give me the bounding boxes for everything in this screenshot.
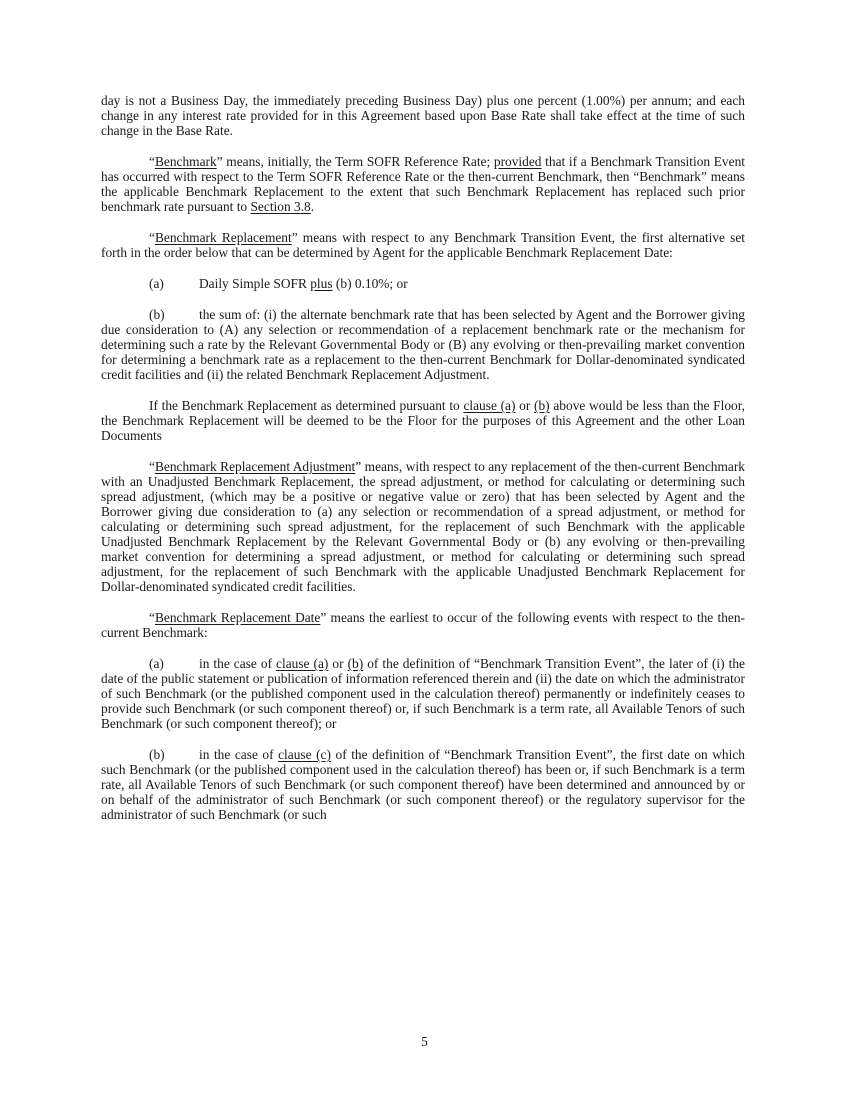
item-label: (b) [149, 747, 165, 762]
definition-benchmark-replacement: “Benchmark Replacement” means with respect to any Benchmark Transition Event, the first alternative set forth in the order below that can be determined by Agent for the applicable Benchmark Replacement Date: [101, 230, 745, 260]
clause-reference: clause (a) [463, 398, 516, 413]
defined-term: Benchmark Replacement Adjustment [154, 459, 356, 474]
list-item-a: (a) Daily Simple SOFR plus (b) 0.10%; or [149, 276, 408, 291]
defined-term: Benchmark Replacement [154, 230, 292, 245]
paragraph-floor: If the Benchmark Replacement as determined pursuant to clause (a) or (b) above would be less than the Floor, the Benchmark Replacement will be deemed to be the Floor for the purposes of this Agreement and the other Loan Documents [101, 398, 745, 443]
list-item-a: (a) in the case of clause (a) or (b) of the definition of “Benchmark Transition Event”, the later of (i) the date of the public statement or publication of information referenced therein and (ii) the date on which the administrator of such Benchmark (or the published component used in the calculation thereof) permanently or indefinitely ceases to provide such Benchmark (or such component thereof) or, if such Benchmark is a term rate, all Available Tenors of such Benchmark (or such component thereof); or [101, 656, 745, 731]
definition-benchmark-replacement-adjustment: “Benchmark Replacement Adjustment” means, with respect to any replacement of the then-current Benchmark with an Unadjusted Benchmark Replacement, the spread adjustment, or method for calculating or determining such spread adjustment, (which may be a positive or negative value or zero) that has been selected by Agent and the Borrower giving due consideration to (a) any selection or recommendation of a spread adjustment, or method for calculating or determining such spread adjustment, for the replacement of such Benchmark with the applicable Unadjusted Benchmark Replacement by the Relevant Governmental Body or (b) any evolving or then-prevailing market convention for determining a spread adjustment, or method for calculating or determining such spread adjustment, for the replacement of such Benchmark with the applicable Unadjusted Benchmark Replacement for Dollar-denominated syndicated credit facilities. [101, 459, 746, 594]
clause-reference: clause (c) [278, 747, 331, 762]
clause-reference: (b) [347, 656, 364, 671]
plus-term: plus [310, 276, 333, 291]
definition-benchmark-replacement-date: “Benchmark Replacement Date” means the earliest to occur of the following events with respect to the then-current Benchmark: [101, 610, 746, 640]
list-item-b: (b) the sum of: (i) the alternate benchmark rate that has been selected by Agent and the Borrower giving due consideration to (A) any selection or recommendation of a replacement benchmark rate or the mechanism for determining such a rate by the Relevant Governmental Body or (B) any evolving or then-prevailing market convention for determining a benchmark rate as a replacement to the then-current Benchmark for Dollar-denominated syndicated credit facilities and (ii) the related Benchmark Replacement Adjustment. [101, 307, 745, 382]
section-reference: Section 3.8 [250, 199, 311, 214]
definition-benchmark: “Benchmark” means, initially, the Term SOFR Reference Rate; provided that if a Benchmark Transition Event has occurred with respect to the Term SOFR Reference Rate or the then-current Benchmark, then “Benchmark” means the applicable Benchmark Replacement to the extent that such Benchmark Replacement has replaced such prior benchmark rate pursuant to Section 3.8. [101, 154, 745, 214]
provided-term: provided [493, 154, 542, 169]
defined-term: Benchmark Replacement Date [154, 610, 321, 625]
paragraph-base-rate-continuation: day is not a Business Day, the immediately preceding Business Day) plus one percent (1.00%) per annum; and each change in any interest rate provided for in this Agreement based upon Base Rate shall take effect at the time of such change in the Base Rate. [101, 93, 745, 138]
defined-term: Benchmark [154, 154, 217, 169]
item-label: (b) [149, 307, 165, 322]
clause-reference: (b) [534, 398, 550, 413]
clause-reference: clause (a) [276, 656, 329, 671]
item-label: (a) [149, 656, 164, 671]
list-item-b: (b) in the case of clause (c) of the definition of “Benchmark Transition Event”, the first date on which such Benchmark (or the published component used in the calculation thereof) has been or, if such Benchmark is a term rate, all Available Tenors of such Benchmark (or such component thereof) have been determined and announced by or on behalf of the administrator of such Benchmark (or such component thereof) or the regulatory supervisor for the administrator of such Benchmark (or such [101, 747, 745, 822]
item-label: (a) [149, 276, 164, 291]
page-number: 5 [421, 1034, 428, 1049]
